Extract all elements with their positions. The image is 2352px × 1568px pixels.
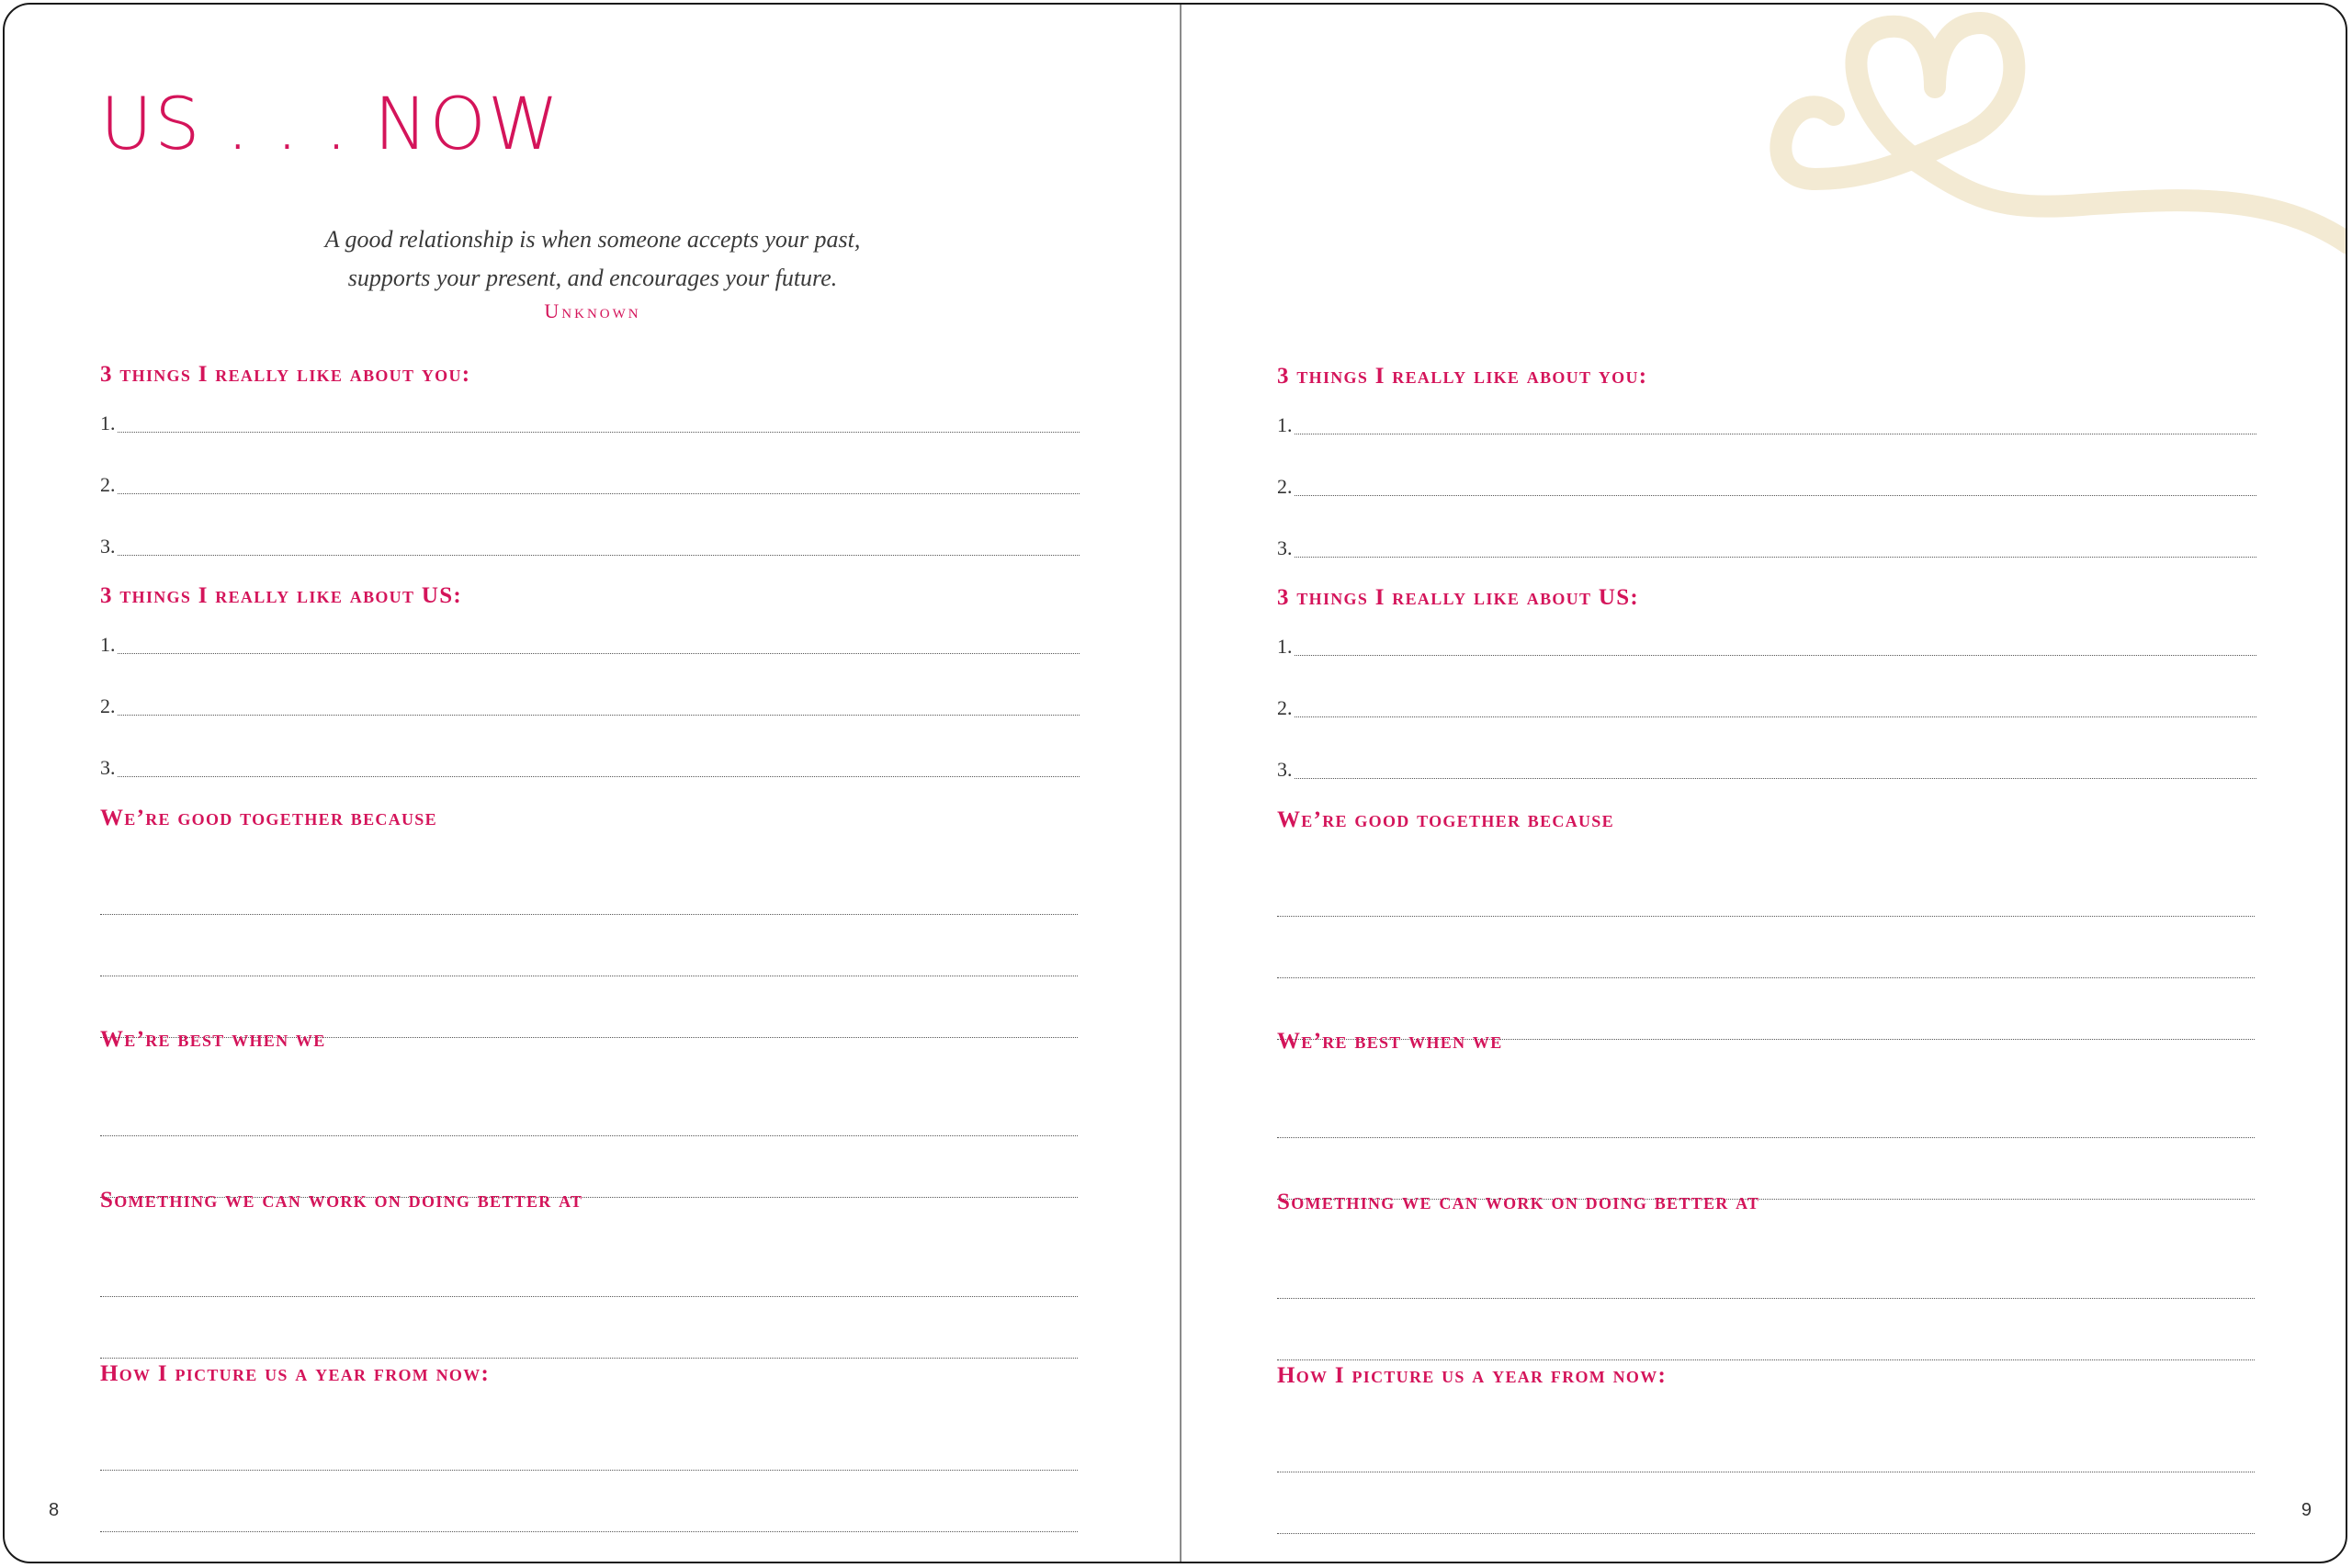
write-line[interactable] (100, 750, 1080, 777)
write-line[interactable] (100, 626, 1080, 654)
book-spread (3, 3, 2347, 1563)
write-line[interactable] (100, 688, 1080, 716)
write-line[interactable] (100, 528, 1080, 556)
write-line[interactable] (1277, 1271, 2255, 1299)
write-line[interactable] (100, 467, 1080, 494)
write-line[interactable] (1277, 1506, 2255, 1534)
write-line[interactable] (1277, 628, 2256, 656)
line-number: 1. (100, 412, 116, 434)
right-page (1182, 5, 2347, 1562)
line-number: 2. (1277, 475, 1293, 498)
write-line[interactable] (1277, 468, 2256, 496)
section-heading: 3 things I really like about you: (100, 362, 471, 387)
page-title: US . . . NOW (100, 84, 561, 166)
line-number: 3. (100, 756, 116, 779)
quote-line-1: A good relationship is when someone accepts your past, (324, 226, 861, 253)
write-line[interactable] (1277, 1111, 2255, 1138)
write-line[interactable] (100, 1331, 1078, 1359)
line-number: 3. (100, 535, 116, 558)
line-number: 2. (100, 473, 116, 496)
write-line[interactable] (100, 1109, 1078, 1136)
line-number: 1. (1277, 635, 1293, 658)
quote-block (225, 220, 960, 323)
section-heading: 3 things I really like about you: (1277, 364, 1648, 389)
line-number: 2. (1277, 696, 1293, 719)
write-line[interactable] (1277, 690, 2256, 717)
heart-swirl-icon (1485, 5, 2347, 308)
section-heading: We’re good together because (100, 806, 437, 830)
quote-author: Unknown (544, 299, 641, 322)
line-number: 3. (1277, 536, 1293, 559)
line-number: 3. (1277, 758, 1293, 781)
write-line[interactable] (100, 405, 1080, 433)
section-heading: 3 things I really like about US: (1277, 585, 1640, 610)
write-line[interactable] (100, 1505, 1078, 1532)
page-number: 8 (49, 1500, 60, 1520)
section-heading: We’re best when we (1277, 1029, 1503, 1054)
section-heading: How I picture us a year from now: (1277, 1363, 1668, 1388)
line-number: 1. (1277, 413, 1293, 436)
write-line[interactable] (1277, 407, 2256, 434)
section-heading: We’re good together because (1277, 807, 1614, 832)
write-line[interactable] (1277, 1333, 2255, 1360)
write-line[interactable] (1277, 889, 2255, 917)
write-line[interactable] (1277, 530, 2256, 558)
page-number: 9 (2301, 1500, 2312, 1520)
quote-line-2: supports your present, and encourages your future. (347, 265, 838, 291)
line-number: 2. (100, 694, 116, 717)
write-line[interactable] (100, 1443, 1078, 1471)
section-heading: Something we can work on doing better at (1277, 1190, 1760, 1214)
section-heading: 3 things I really like about US: (100, 583, 463, 608)
section-heading: We’re best when we (100, 1027, 326, 1052)
write-line[interactable] (100, 887, 1078, 915)
section-heading: How I picture us a year from now: (100, 1361, 491, 1386)
write-line[interactable] (1277, 951, 2255, 978)
line-number: 1. (100, 633, 116, 656)
write-line[interactable] (100, 1269, 1078, 1297)
write-line[interactable] (1277, 751, 2256, 779)
left-page (5, 5, 1179, 1562)
write-line[interactable] (100, 949, 1078, 976)
write-line[interactable] (1277, 1445, 2255, 1472)
section-heading: Something we can work on doing better at (100, 1188, 583, 1213)
